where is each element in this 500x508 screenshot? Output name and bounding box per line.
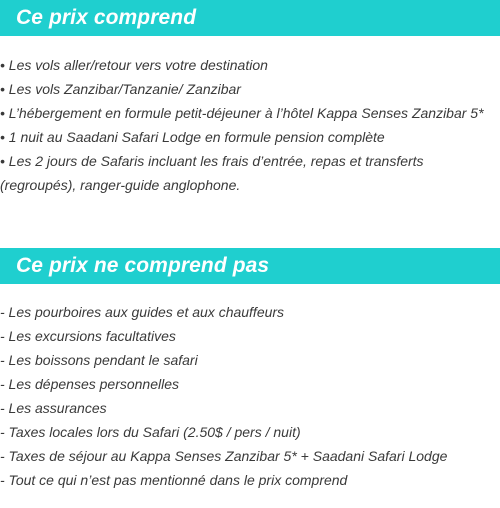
excluded-item: - Les pourboires aux guides et aux chauffeurs: [0, 304, 285, 320]
excluded-item: - Taxes de séjour au Kappa Senses Zanzibar 5* + Saadani Safari Lodge: [0, 448, 448, 464]
excluded-item: - Tout ce qui n’est pas mentionné dans le prix comprend: [0, 472, 348, 488]
included-title: Ce prix comprend: [16, 6, 197, 29]
included-item: • Les 2 jours de Safaris incluant les frais d’entrée, repas et transferts (regroupés), ranger-guide anglophone.: [0, 153, 424, 193]
included-item: • 1 nuit au Saadani Safari Lodge en formule pension complète: [0, 129, 385, 145]
excluded-header: [0, 248, 500, 284]
excluded-item: - Les boissons pendant le safari: [0, 352, 198, 368]
included-header: [0, 0, 500, 36]
included-item: • Les vols Zanzibar/Tanzanie/ Zanzibar: [0, 81, 241, 97]
included-list: [0, 53, 500, 197]
excluded-title: Ce prix ne comprend pas: [16, 254, 270, 277]
excluded-item: - Les dépenses personnelles: [0, 376, 180, 392]
excluded-list: [0, 300, 500, 492]
excluded-item: - Les assurances: [0, 400, 107, 416]
included-item: • L’hébergement en formule petit-déjeuner à l’hôtel Kappa Senses Zanzibar 5*: [0, 105, 484, 121]
included-item: • Les vols aller/retour vers votre destination: [0, 57, 268, 73]
excluded-item: - Les excursions facultatives: [0, 328, 176, 344]
excluded-item: - Taxes locales lors du Safari (2.50$ / pers / nuit): [0, 424, 301, 440]
